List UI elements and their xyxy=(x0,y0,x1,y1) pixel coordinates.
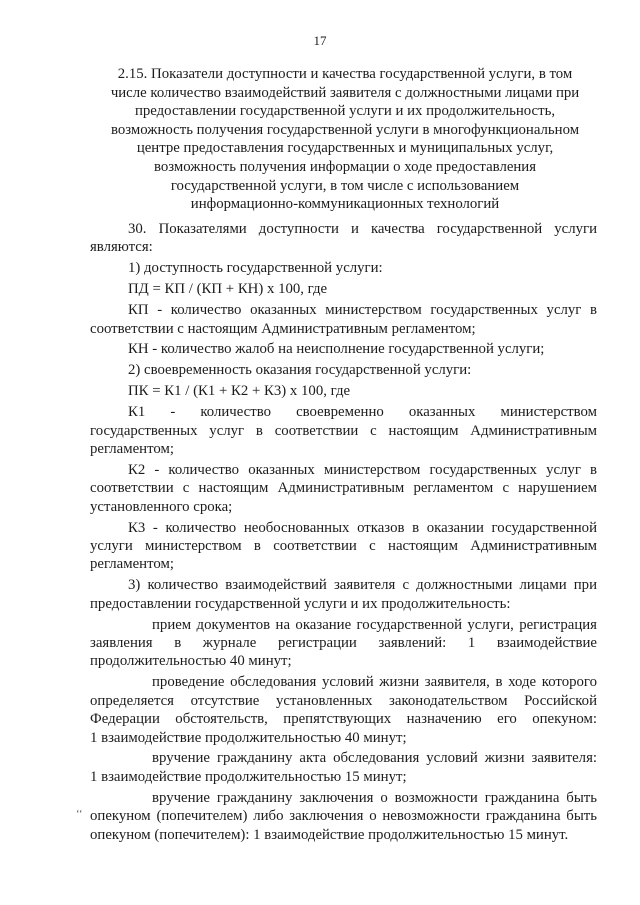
text-line: 3) количество взаимодействий заявителя с должностными лицами при xyxy=(128,577,597,594)
text-line: предоставлении государственной услуги и их продолжительность: xyxy=(90,595,511,612)
text-line: прием документов на оказание государственной услуги, регистрация xyxy=(152,616,597,633)
heading-line: 2.15. Показатели доступности и качества государственной услуги, в том xyxy=(117,66,573,82)
heading-line: предоставлении государственной услуги и их продолжительность, xyxy=(134,103,556,120)
paragraph-30 xyxy=(90,220,597,257)
heading-line: числе количество взаимодействий заявителя с должностными лицами при xyxy=(110,84,580,101)
interaction-step-1 xyxy=(90,616,597,671)
text-line: опекуном (попечителем): 1 взаимодействие продолжительностью 15 минут. xyxy=(90,826,569,843)
text-line: 30. Показателями доступности и качества государственной услуги xyxy=(128,221,597,237)
text-line: К1 - количество своевременно оказанных министерством xyxy=(128,404,597,421)
page-number: 17 xyxy=(313,33,327,48)
interaction-step-4 xyxy=(90,789,597,844)
section-heading xyxy=(92,65,598,214)
text-line: Федерации обстоятельств, препятствующих назначению его опекуном: xyxy=(90,711,597,728)
heading-line: центре предоставления государственных и муниципальных услуг, xyxy=(136,140,554,157)
text-line: соответствии с настоящим Административным регламентом; xyxy=(90,320,476,337)
text-line: вручение гражданину акта обследования условий жизни заявителя: xyxy=(152,750,597,767)
definition-kp xyxy=(90,301,597,338)
definition-k1 xyxy=(90,403,597,458)
text-line: 1 взаимодействие продолжительностью 15 минут; xyxy=(90,768,407,785)
definition-k3 xyxy=(90,519,597,574)
text-line: государственных услуг в соответствии с настоящим Административным xyxy=(90,422,597,439)
definition-kn: КН - количество жалоб на неисполнение государственной услуги; xyxy=(128,341,545,358)
text-line: КП - количество оказанных министерством государственных услуг в xyxy=(128,302,597,319)
interaction-step-3 xyxy=(90,749,597,786)
text-line: вручение гражданину заключения о возможности гражданина быть xyxy=(152,789,597,806)
text-line: продолжительностью 40 минут; xyxy=(90,653,292,670)
heading-line: информационно-коммуникационных технологий xyxy=(190,196,500,213)
item-availability: 1) доступность государственной услуги: xyxy=(128,260,383,277)
heading-line: государственной услуги, в том числе с использованием xyxy=(170,177,520,194)
text-line: проведение обследования условий жизни заявителя, в ходе которого xyxy=(152,674,597,691)
text-line: регламентом; xyxy=(90,556,174,573)
text-line: 1 взаимодействие продолжительностью 40 минут; xyxy=(90,729,407,746)
heading-line: возможность получения государственной услуги в многофункциональном xyxy=(110,121,580,138)
formula-pk: ПК = К1 / (К1 + К2 + К3) х 100, где xyxy=(128,383,351,400)
definition-k2 xyxy=(90,461,597,516)
item-interactions xyxy=(90,576,597,613)
text-line: регламентом; xyxy=(90,440,174,457)
item-timeliness: 2) своевременность оказания государственной услуги: xyxy=(128,362,472,379)
text-line: услуги министерством в соответствии с настоящим Административным xyxy=(90,538,597,554)
text-line: установленного срока; xyxy=(90,498,233,515)
text-line: определяется отсутствие установленных законодательством Российской xyxy=(90,692,597,709)
text-line: заявления в журнале регистрации заявлений: 1 взаимодействие xyxy=(90,635,597,652)
text-line: К2 - количество оказанных министерством государственных услуг в xyxy=(128,461,597,478)
scan-mark: ‘‘ xyxy=(76,808,83,820)
formula-pd: ПД = КП / (КП + КН) х 100, где xyxy=(128,281,328,298)
text-line: соответствии с настоящим Административным регламентом с нарушением xyxy=(90,480,597,497)
text-line: опекуном (попечителем) либо заключения о невозможности гражданина быть xyxy=(90,808,597,825)
text-line: К3 - количество необоснованных отказов в оказании государственной xyxy=(128,519,597,536)
interaction-step-2 xyxy=(90,673,597,747)
text-line: являются: xyxy=(90,239,153,256)
body-text xyxy=(90,220,597,847)
heading-line: возможность получения информации о ходе предоставления xyxy=(153,158,537,175)
